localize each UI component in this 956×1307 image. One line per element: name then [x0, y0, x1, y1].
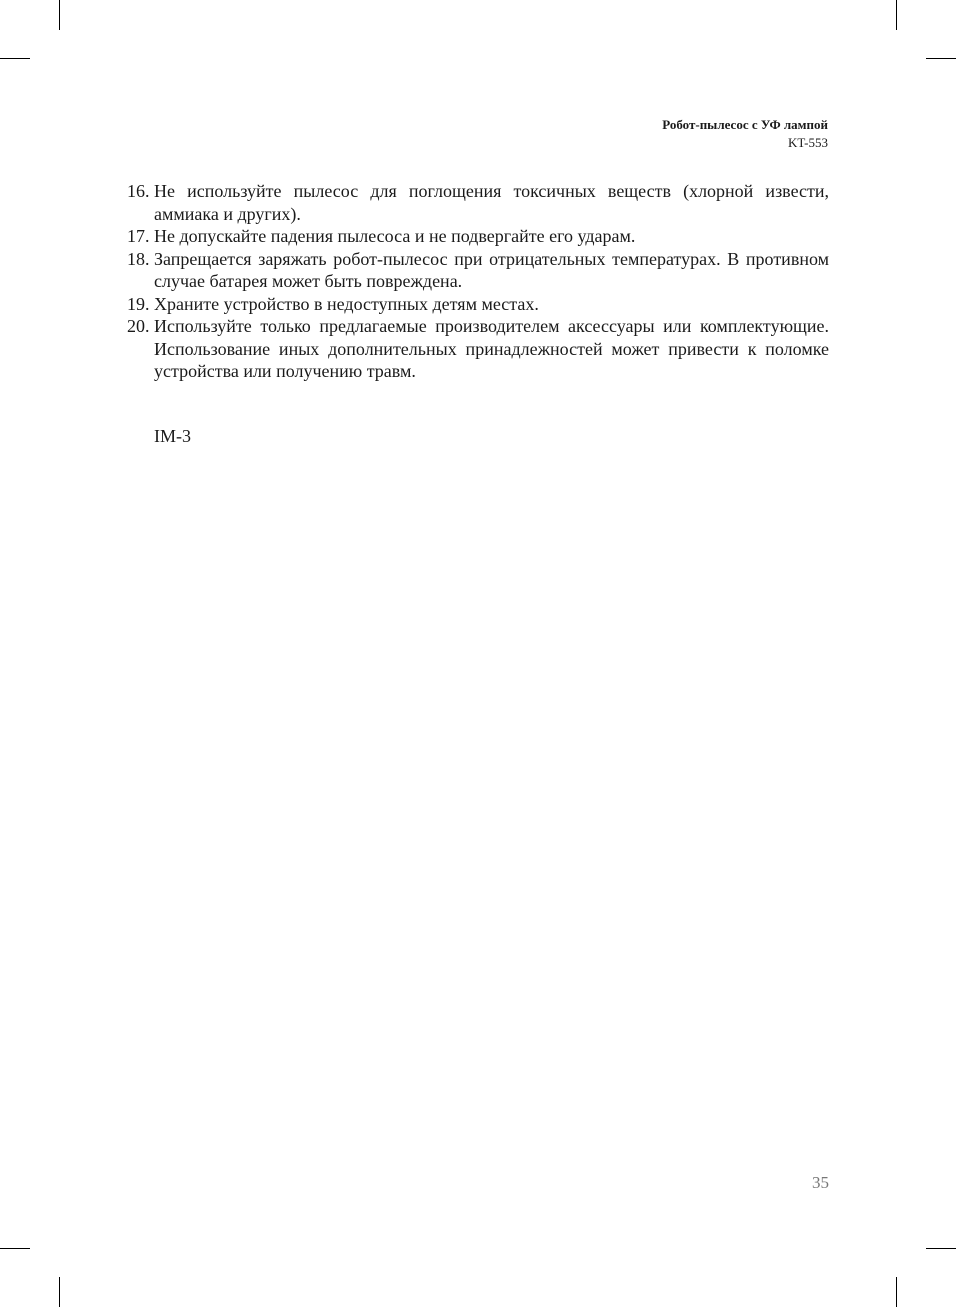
crop-mark-top-right — [896, 0, 897, 30]
crop-mark-top-right — [926, 58, 956, 59]
header-title: Робот-пылесос с УФ лампой — [662, 117, 828, 132]
crop-mark-bottom-right — [926, 1248, 956, 1249]
item-number: 16. — [127, 181, 150, 201]
crop-mark-bottom-left — [59, 1277, 60, 1307]
list-item — [127, 225, 829, 248]
item-text: Не используйте пылесос для поглощения токсичных веществ (хлорной извести, аммиака и других). — [154, 181, 829, 224]
crop-mark-bottom-left — [0, 1248, 30, 1249]
item-number: 19. — [127, 293, 150, 314]
crop-mark-top-left — [59, 0, 60, 30]
header-model: KT-553 — [788, 135, 828, 150]
list-item — [127, 293, 829, 316]
safety-instructions-list — [127, 180, 829, 383]
item-text: Храните устройство в недоступных детям местах. — [154, 293, 539, 314]
list-item — [127, 248, 829, 293]
item-number: 18. — [127, 248, 150, 269]
item-number: 20. — [127, 316, 150, 336]
section-code: IM-3 — [154, 426, 191, 446]
list-item — [127, 180, 829, 225]
running-header — [662, 116, 828, 152]
item-text: Запрещается заряжать робот-пылесос при отрицательных температурах. В противном случае батарея может быть повреждена. — [154, 248, 829, 291]
item-text: Не допускайте падения пылесоса и не подвергайте его ударам. — [154, 226, 636, 246]
crop-mark-top-left — [0, 58, 30, 59]
list-item — [127, 315, 829, 383]
item-number: 17. — [127, 226, 150, 246]
item-text: Используйте только предлагаемые производителем аксессуары или комплектующие. Использование иных дополнительных принадлежностей может привести к поломке устройства или получению травм. — [154, 316, 829, 381]
crop-mark-bottom-right — [896, 1277, 897, 1307]
page-number: 35 — [812, 1173, 829, 1192]
